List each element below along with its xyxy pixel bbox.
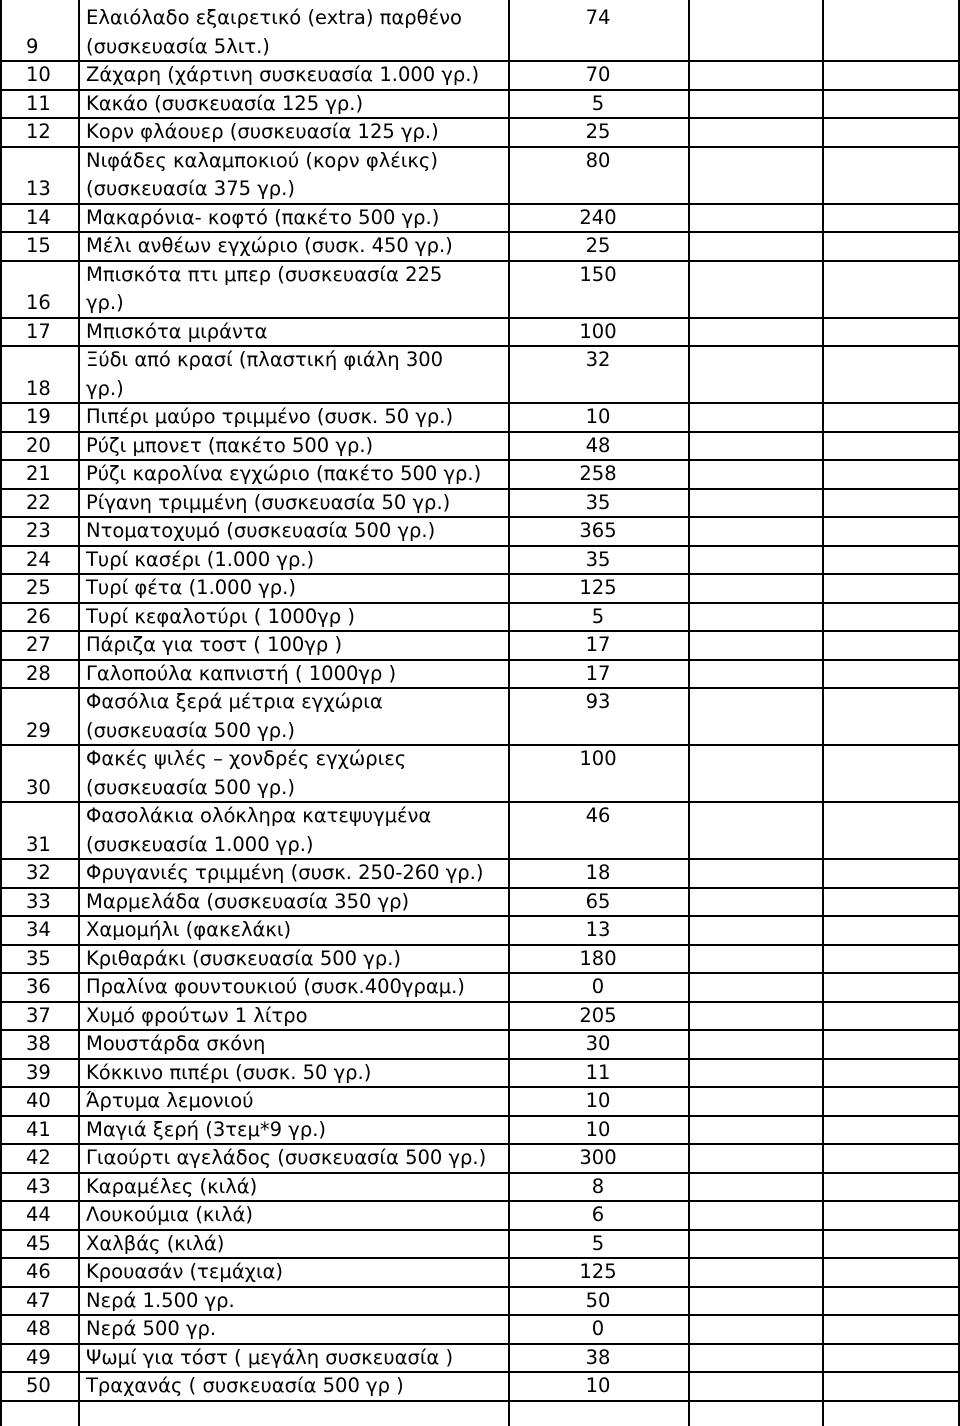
- quantity-value: 80: [585, 148, 611, 172]
- quantity-value: 18: [585, 861, 611, 884]
- quantity-value: 365: [579, 519, 617, 542]
- row-number: 41: [26, 1117, 51, 1141]
- row-number: 32: [26, 861, 51, 884]
- row-number: 36: [26, 975, 51, 998]
- product-description: Τυρί φέτα (1.000 γρ.): [86, 576, 296, 599]
- product-description: Φακές ψιλές – χονδρές εγχώριες: [86, 747, 407, 770]
- product-description: Πιπέρι μαύρο τριμμένο (συσκ. 50 γρ.): [86, 405, 454, 428]
- product-description: (συσκευασία 500 γρ.): [86, 775, 295, 799]
- row-number: 20: [26, 433, 51, 457]
- product-description: Ρίγανη τριμμένη (συσκευασία 50 γρ.): [86, 490, 451, 514]
- row-number: 46: [26, 1260, 51, 1283]
- row-number: 25: [26, 576, 51, 599]
- product-description: (συσκευασία 1.000 γρ.): [86, 832, 314, 856]
- row-number: 42: [26, 1146, 51, 1169]
- row-number: 11: [26, 91, 51, 115]
- product-description: Χυμό φρούτων 1 λίτρο: [86, 1003, 308, 1027]
- product-description: Ντοματοχυμό (συσκευασία 500 γρ.): [86, 519, 436, 542]
- product-description: Μπισκότα πτι μπερ (συσκευασία 225: [86, 262, 443, 286]
- quantity-value: 100: [579, 319, 617, 343]
- row-number: 17: [26, 319, 51, 343]
- quantity-value: 10: [585, 1117, 611, 1141]
- quantity-value: 150: [579, 262, 617, 286]
- row-number: 24: [26, 547, 51, 571]
- product-description: Ζάχαρη (χάρτινη συσκευασία 1.000 γρ.): [86, 63, 480, 86]
- quantity-value: 38: [585, 1345, 611, 1369]
- product-description: Ρύζι μπονετ (πακέτο 500 γρ.): [86, 433, 374, 457]
- product-description: Μέλι ανθέων εγχώριο (συσκ. 450 γρ.): [86, 234, 453, 257]
- product-description: (συσκευασία 500 γρ.): [86, 718, 295, 742]
- product-description: Κόκκινο πιπέρι (συσκ. 50 γρ.): [86, 1060, 372, 1084]
- quantity-value: 65: [585, 889, 611, 913]
- column-divider: [822, 0, 824, 1426]
- column-divider: [0, 0, 2, 1426]
- product-description: Γαλοπούλα καπνιστή ( 1000γρ ): [86, 661, 397, 685]
- quantity-value: 6: [591, 1203, 605, 1226]
- quantity-value: 11: [585, 1060, 611, 1084]
- row-number: 26: [26, 604, 51, 628]
- product-description: Κορν φλάουερ (συσκευασία 125 γρ.): [86, 120, 439, 143]
- product-description: Τυρί κασέρι (1.000 γρ.): [86, 547, 315, 571]
- row-number: 49: [26, 1345, 51, 1369]
- product-description: Ρύζι καρολίνα εγχώριο (πακέτο 500 γρ.): [86, 462, 482, 485]
- row-divider: [0, 1400, 960, 1402]
- row-number: 30: [26, 775, 51, 799]
- quantity-value: 35: [585, 490, 611, 514]
- quantity-value: 300: [579, 1146, 617, 1169]
- quantity-value: 205: [579, 1003, 617, 1027]
- product-description: Φασολάκια ολόκληρα κατεψυγμένα: [86, 804, 432, 827]
- quantity-value: 10: [585, 1089, 611, 1112]
- product-description: Χαμομήλι (φακελάκι): [86, 918, 292, 941]
- column-divider: [78, 0, 80, 1426]
- product-description: Κακάο (συσκευασία 125 γρ.): [86, 91, 364, 115]
- quantity-value: 46: [585, 804, 611, 827]
- product-description: Νερά 1.500 γρ.: [86, 1288, 235, 1312]
- product-description: Χαλβάς (κιλά): [86, 1231, 225, 1255]
- product-description: Ξύδι από κρασί (πλαστική φιάλη 300: [86, 348, 444, 371]
- product-description: Κριθαράκι (συσκευασία 500 γρ.): [86, 946, 401, 970]
- product-description: (συσκευασία 5λιτ.): [86, 34, 270, 58]
- quantity-value: 240: [579, 205, 617, 229]
- quantity-value: 74: [585, 6, 611, 29]
- product-description: Ψωμί για τόστ ( μεγάλη συσκευασία ): [86, 1345, 454, 1369]
- quantity-value: 25: [585, 234, 611, 257]
- product-description: Πάριζα για τοστ ( 100γρ ): [86, 633, 343, 656]
- quantity-value: 10: [585, 405, 611, 428]
- row-number: 43: [26, 1174, 51, 1198]
- product-description: Μπισκότα μιράντα: [86, 319, 268, 343]
- quantity-value: 5: [591, 1231, 605, 1255]
- row-number: 22: [26, 490, 51, 514]
- product-description: γρ.): [86, 376, 124, 400]
- quantity-value: 100: [579, 747, 617, 770]
- product-description: Ελαιόλαδο εξαιρετικό (extra) παρθένο: [86, 6, 462, 29]
- row-number: 18: [26, 376, 51, 400]
- product-description: Μουστάρδα σκόνη: [86, 1032, 266, 1055]
- quantity-value: 8: [591, 1174, 605, 1198]
- product-description: Φρυγανιές τριμμένη (συσκ. 250-260 γρ.): [86, 861, 484, 884]
- row-number: 40: [26, 1089, 51, 1112]
- product-description: Μακαρόνια- κοφτό (πακέτο 500 γρ.): [86, 205, 440, 229]
- row-number: 50: [26, 1374, 51, 1397]
- row-number: 44: [26, 1203, 51, 1226]
- product-description: Τραχανάς ( συσκευασία 500 γρ ): [86, 1374, 404, 1397]
- quantity-value: 125: [579, 1260, 617, 1283]
- row-number: 45: [26, 1231, 51, 1255]
- row-number: 29: [26, 718, 51, 742]
- row-number: 10: [26, 63, 51, 86]
- row-number: 27: [26, 633, 51, 656]
- row-number: 16: [26, 291, 51, 314]
- row-number: 13: [26, 177, 51, 200]
- quantity-value: 5: [591, 91, 605, 115]
- row-number: 48: [26, 1317, 51, 1340]
- row-number: 19: [26, 405, 51, 428]
- row-number: 35: [26, 946, 51, 970]
- row-number: 37: [26, 1003, 51, 1027]
- row-number: 15: [26, 234, 51, 257]
- quantity-value: 17: [585, 661, 611, 685]
- quantity-value: 25: [585, 120, 611, 143]
- column-divider: [688, 0, 690, 1426]
- product-description: Κρουασάν (τεμάχια): [86, 1260, 284, 1283]
- quantity-value: 10: [585, 1374, 611, 1397]
- quantity-value: 17: [585, 633, 611, 656]
- quantity-value: 13: [585, 918, 611, 941]
- quantity-value: 0: [591, 1317, 605, 1340]
- quantity-value: 0: [591, 975, 605, 998]
- quantity-value: 35: [585, 547, 611, 571]
- product-description: Πραλίνα φουντουκιού (συσκ.400γραμ.): [86, 975, 465, 998]
- quantity-value: 48: [585, 433, 611, 457]
- quantity-value: 93: [585, 690, 611, 713]
- product-description: Λουκούμια (κιλά): [86, 1203, 254, 1226]
- product-description: Άρτυμα λεμονιού: [86, 1089, 254, 1112]
- quantity-value: 258: [579, 462, 617, 485]
- product-description: Γιαούρτι αγελάδος (συσκευασία 500 γρ.): [86, 1146, 487, 1169]
- row-number: 9: [26, 34, 39, 58]
- row-number: 23: [26, 519, 51, 542]
- product-description: Νιφάδες καλαμποκιού (κορν φλέικς): [86, 148, 438, 172]
- quantity-value: 5: [591, 604, 605, 628]
- row-number: 21: [26, 462, 51, 485]
- quantity-value: 180: [579, 946, 617, 970]
- row-number: 39: [26, 1060, 51, 1084]
- quantity-value: 125: [579, 576, 617, 599]
- row-number: 31: [26, 832, 51, 856]
- quantity-value: 30: [585, 1032, 611, 1055]
- row-number: 34: [26, 918, 51, 941]
- row-number: 28: [26, 661, 51, 685]
- product-description: Μαρμελάδα (συσκευασία 350 γρ): [86, 889, 410, 913]
- quantity-value: 50: [585, 1288, 611, 1312]
- product-description: Καραμέλες (κιλά): [86, 1174, 258, 1198]
- row-number: 12: [26, 120, 51, 143]
- quantity-value: 32: [585, 348, 611, 371]
- row-number: 38: [26, 1032, 51, 1055]
- row-number: 33: [26, 889, 51, 913]
- row-number: 47: [26, 1288, 51, 1312]
- product-description: γρ.): [86, 291, 124, 314]
- product-description: Νερά 500 γρ.: [86, 1317, 217, 1340]
- product-description: Μαγιά ξερή (3τεμ*9 γρ.): [86, 1117, 326, 1141]
- product-description: (συσκευασία 375 γρ.): [86, 177, 295, 200]
- product-description: Φασόλια ξερά μέτρια εγχώρια: [86, 690, 383, 713]
- quantity-value: 70: [585, 63, 611, 86]
- product-description: Τυρί κεφαλοτύρι ( 1000γρ ): [86, 604, 355, 628]
- row-number: 14: [26, 205, 51, 229]
